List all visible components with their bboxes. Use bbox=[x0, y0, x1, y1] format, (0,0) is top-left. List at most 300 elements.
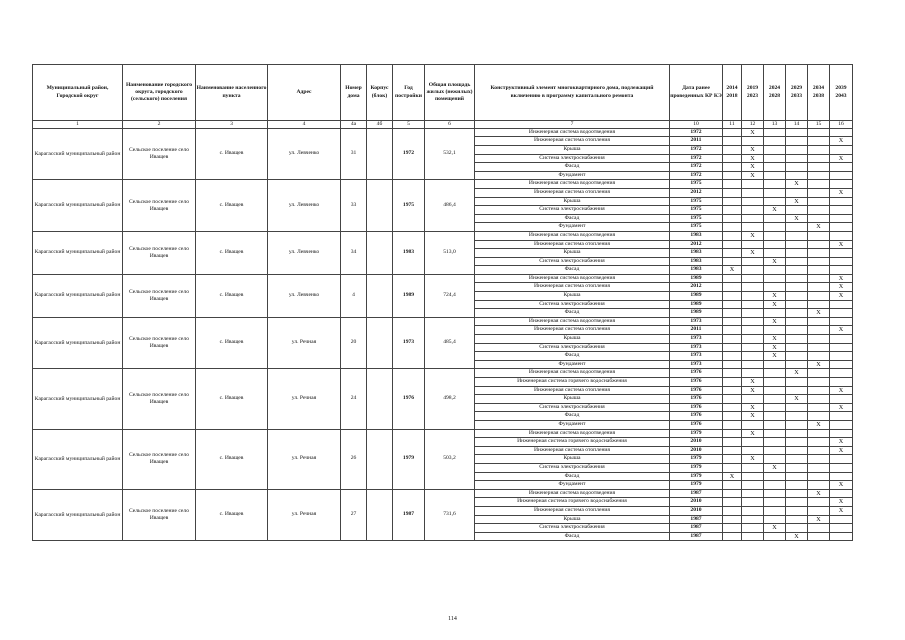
period-mark-cell: X bbox=[830, 274, 853, 283]
period-mark-cell bbox=[786, 412, 808, 421]
period-mark-cell: X bbox=[723, 472, 742, 481]
element-cell: Инженерная система водоотведения bbox=[475, 231, 670, 240]
period-mark-cell: X bbox=[808, 515, 830, 524]
locality-cell: с. Иващев bbox=[196, 429, 268, 489]
period-mark-cell bbox=[742, 188, 764, 197]
column-number: 11 bbox=[723, 121, 742, 129]
period-mark-cell bbox=[808, 524, 830, 533]
element-cell: Инженерная система отопления bbox=[475, 386, 670, 395]
period-mark-cell bbox=[723, 326, 742, 335]
area-cell: 503,2 bbox=[425, 429, 475, 489]
period-mark-cell bbox=[786, 317, 808, 326]
locality-cell: с. Иващев bbox=[196, 274, 268, 317]
period-mark-cell bbox=[742, 180, 764, 189]
prior-repair-year-cell: 1976 bbox=[670, 420, 723, 429]
period-mark-cell bbox=[764, 506, 786, 515]
element-cell: Крыша bbox=[475, 455, 670, 464]
period-mark-cell: X bbox=[808, 360, 830, 369]
prior-repair-year-cell: 1976 bbox=[670, 369, 723, 378]
prior-repair-year-cell: 1983 bbox=[670, 266, 723, 275]
prior-repair-year-cell: 1979 bbox=[670, 463, 723, 472]
period-mark-cell bbox=[786, 188, 808, 197]
street-cell: ул. Речная bbox=[268, 317, 341, 369]
period-mark-cell: X bbox=[742, 412, 764, 421]
period-mark-cell bbox=[808, 412, 830, 421]
period-mark-cell bbox=[723, 369, 742, 378]
period-mark-cell bbox=[808, 403, 830, 412]
municipality-cell: Карагасский муниципальный район bbox=[33, 274, 123, 317]
korpus-cell bbox=[367, 180, 393, 232]
period-mark-cell bbox=[723, 481, 742, 490]
prior-repair-year-cell: 2010 bbox=[670, 446, 723, 455]
period-mark-cell: X bbox=[742, 171, 764, 180]
period-mark-cell: X bbox=[808, 223, 830, 232]
period-mark-cell bbox=[786, 343, 808, 352]
element-cell: Инженерная система отопления bbox=[475, 446, 670, 455]
period-mark-cell: X bbox=[764, 292, 786, 301]
header-municipality: Муниципальный район, Городской округ bbox=[33, 65, 123, 121]
period-mark-cell bbox=[830, 128, 853, 137]
period-mark-cell bbox=[786, 274, 808, 283]
area-cell: 731,6 bbox=[425, 489, 475, 541]
period-mark-cell bbox=[764, 154, 786, 163]
period-mark-cell bbox=[723, 154, 742, 163]
period-mark-cell: X bbox=[830, 446, 853, 455]
korpus-cell bbox=[367, 489, 393, 541]
period-mark-cell: X bbox=[830, 240, 853, 249]
header-house-number: Номер дома bbox=[341, 65, 367, 121]
period-mark-cell bbox=[764, 378, 786, 387]
prior-repair-year-cell: 1975 bbox=[670, 223, 723, 232]
period-mark-cell bbox=[764, 532, 786, 541]
element-cell: Фасад bbox=[475, 532, 670, 541]
period-mark-cell bbox=[764, 274, 786, 283]
header-area: Общая площадь жилых (нежилых) помещений bbox=[425, 65, 475, 121]
period-mark-cell: X bbox=[742, 429, 764, 438]
period-mark-cell bbox=[830, 515, 853, 524]
period-mark-cell bbox=[742, 266, 764, 275]
settlement-cell: Сельское поселение село Иващев bbox=[123, 180, 196, 232]
period-mark-cell bbox=[830, 472, 853, 481]
prior-repair-year-cell: 2010 bbox=[670, 506, 723, 515]
period-mark-cell: X bbox=[786, 369, 808, 378]
period-mark-cell bbox=[786, 378, 808, 387]
build-year-cell: 1973 bbox=[393, 317, 425, 369]
period-mark-cell bbox=[786, 463, 808, 472]
period-mark-cell bbox=[808, 197, 830, 206]
period-mark-cell bbox=[764, 481, 786, 490]
period-mark-cell bbox=[742, 498, 764, 507]
locality-cell: с. Иващев bbox=[196, 489, 268, 541]
period-mark-cell bbox=[830, 309, 853, 318]
build-year-cell: 1979 bbox=[393, 429, 425, 489]
period-mark-cell: X bbox=[786, 197, 808, 206]
house-number-cell: 27 bbox=[341, 489, 367, 541]
settlement-cell: Сельское поселение село Иващев bbox=[123, 274, 196, 317]
prior-repair-year-cell: 1983 bbox=[670, 257, 723, 266]
period-mark-cell bbox=[723, 515, 742, 524]
element-cell: Инженерная система отопления bbox=[475, 326, 670, 335]
period-mark-cell bbox=[830, 412, 853, 421]
period-mark-cell: X bbox=[830, 188, 853, 197]
period-mark-cell bbox=[808, 214, 830, 223]
period-mark-cell bbox=[808, 163, 830, 172]
element-cell: Система электроснабжения bbox=[475, 403, 670, 412]
period-mark-cell: X bbox=[742, 128, 764, 137]
period-mark-cell: X bbox=[742, 386, 764, 395]
element-cell: Фасад bbox=[475, 309, 670, 318]
column-number: 4 bbox=[268, 121, 341, 129]
prior-repair-year-cell: 1976 bbox=[670, 403, 723, 412]
period-mark-cell bbox=[808, 335, 830, 344]
period-mark-cell bbox=[830, 266, 853, 275]
period-mark-cell bbox=[742, 472, 764, 481]
period-mark-cell bbox=[764, 412, 786, 421]
settlement-cell: Сельское поселение село Иващев bbox=[123, 369, 196, 429]
period-mark-cell: X bbox=[764, 257, 786, 266]
prior-repair-year-cell: 1976 bbox=[670, 395, 723, 404]
period-mark-cell bbox=[742, 326, 764, 335]
period-mark-cell bbox=[764, 438, 786, 447]
element-cell: Инженерная система горячего водоснабжения bbox=[475, 498, 670, 507]
area-cell: 486,4 bbox=[425, 180, 475, 232]
period-mark-cell bbox=[742, 481, 764, 490]
period-mark-cell bbox=[808, 463, 830, 472]
period-mark-cell bbox=[723, 489, 742, 498]
period-mark-cell: X bbox=[830, 481, 853, 490]
period-mark-cell bbox=[723, 128, 742, 137]
period-mark-cell bbox=[830, 317, 853, 326]
period-mark-cell bbox=[830, 214, 853, 223]
header-period-2024: 2024 2028 bbox=[764, 65, 786, 121]
period-mark-cell bbox=[723, 420, 742, 429]
period-mark-cell bbox=[786, 292, 808, 301]
prior-repair-year-cell: 1975 bbox=[670, 214, 723, 223]
period-mark-cell bbox=[808, 429, 830, 438]
period-mark-cell bbox=[764, 188, 786, 197]
period-mark-cell bbox=[723, 429, 742, 438]
column-number: 12 bbox=[742, 121, 764, 129]
area-cell: 724,4 bbox=[425, 274, 475, 317]
repair-program-table bbox=[32, 64, 853, 541]
period-mark-cell bbox=[808, 283, 830, 292]
period-mark-cell: X bbox=[830, 326, 853, 335]
period-mark-cell bbox=[723, 197, 742, 206]
period-mark-cell bbox=[808, 455, 830, 464]
element-cell: Фасад bbox=[475, 352, 670, 361]
prior-repair-year-cell: 1973 bbox=[670, 343, 723, 352]
period-mark-cell: X bbox=[830, 498, 853, 507]
element-cell: Фасад bbox=[475, 163, 670, 172]
period-mark-cell bbox=[808, 300, 830, 309]
period-mark-cell bbox=[786, 171, 808, 180]
period-mark-cell bbox=[786, 249, 808, 258]
prior-repair-year-cell: 1973 bbox=[670, 360, 723, 369]
period-mark-cell: X bbox=[764, 300, 786, 309]
element-cell: Инженерная система горячего водоснабжения bbox=[475, 378, 670, 387]
municipality-cell: Карагасский муниципальный район bbox=[33, 317, 123, 369]
period-mark-cell bbox=[808, 266, 830, 275]
locality-cell: с. Иващев bbox=[196, 231, 268, 274]
period-mark-cell bbox=[764, 472, 786, 481]
period-mark-cell bbox=[723, 206, 742, 215]
period-mark-cell bbox=[742, 197, 764, 206]
period-mark-cell: X bbox=[742, 455, 764, 464]
period-mark-cell bbox=[764, 403, 786, 412]
period-mark-cell bbox=[723, 498, 742, 507]
korpus-cell bbox=[367, 128, 393, 180]
locality-cell: с. Иващев bbox=[196, 128, 268, 180]
period-mark-cell bbox=[786, 326, 808, 335]
period-mark-cell bbox=[742, 137, 764, 146]
build-year-cell: 1975 bbox=[393, 180, 425, 232]
period-mark-cell: X bbox=[764, 343, 786, 352]
prior-repair-year-cell: 1972 bbox=[670, 145, 723, 154]
header-period-2034: 2034 2038 bbox=[808, 65, 830, 121]
header-period-2029: 2029 2033 bbox=[786, 65, 808, 121]
period-mark-cell bbox=[786, 489, 808, 498]
period-mark-cell bbox=[742, 395, 764, 404]
prior-repair-year-cell: 1972 bbox=[670, 128, 723, 137]
period-mark-cell: X bbox=[786, 214, 808, 223]
header-row bbox=[33, 65, 853, 121]
column-number-row bbox=[33, 121, 853, 129]
period-mark-cell bbox=[723, 532, 742, 541]
house-number-cell: 4 bbox=[341, 274, 367, 317]
prior-repair-year-cell: 1975 bbox=[670, 206, 723, 215]
korpus-cell bbox=[367, 429, 393, 489]
settlement-cell: Сельское поселение село Иващев bbox=[123, 128, 196, 180]
period-mark-cell bbox=[808, 128, 830, 137]
period-mark-cell bbox=[808, 472, 830, 481]
period-mark-cell bbox=[786, 240, 808, 249]
period-mark-cell bbox=[742, 335, 764, 344]
period-mark-cell bbox=[786, 223, 808, 232]
area-cell: 498,2 bbox=[425, 369, 475, 429]
period-mark-cell bbox=[808, 274, 830, 283]
period-mark-cell bbox=[764, 360, 786, 369]
period-mark-cell bbox=[764, 171, 786, 180]
period-mark-cell bbox=[723, 180, 742, 189]
period-mark-cell bbox=[723, 455, 742, 464]
column-number: 3 bbox=[196, 121, 268, 129]
prior-repair-year-cell: 1989 bbox=[670, 292, 723, 301]
period-mark-cell bbox=[808, 326, 830, 335]
header-locality: Наименование населенного пункта bbox=[196, 65, 268, 121]
element-cell: Фундамент bbox=[475, 481, 670, 490]
period-mark-cell: X bbox=[808, 420, 830, 429]
period-mark-cell: X bbox=[764, 524, 786, 533]
prior-repair-year-cell: 1989 bbox=[670, 274, 723, 283]
header-prior-repair-date: Дата ранее проведенных КР КЭ bbox=[670, 65, 723, 121]
column-number: 10 bbox=[670, 121, 723, 129]
prior-repair-year-cell: 1983 bbox=[670, 231, 723, 240]
period-mark-cell bbox=[764, 309, 786, 318]
element-cell: Инженерная система водоотведения bbox=[475, 128, 670, 137]
korpus-cell bbox=[367, 317, 393, 369]
element-cell: Фасад bbox=[475, 266, 670, 275]
period-mark-cell bbox=[808, 154, 830, 163]
period-mark-cell bbox=[786, 257, 808, 266]
period-mark-cell bbox=[723, 335, 742, 344]
period-mark-cell bbox=[808, 343, 830, 352]
period-mark-cell: X bbox=[786, 532, 808, 541]
prior-repair-year-cell: 1989 bbox=[670, 300, 723, 309]
table-row bbox=[33, 274, 853, 283]
period-mark-cell bbox=[808, 369, 830, 378]
period-mark-cell bbox=[830, 145, 853, 154]
period-mark-cell: X bbox=[764, 335, 786, 344]
header-korpus: Корпус (блок) bbox=[367, 65, 393, 121]
period-mark-cell bbox=[764, 231, 786, 240]
column-number: 7 bbox=[475, 121, 670, 129]
element-cell: Инженерная система отопления bbox=[475, 188, 670, 197]
locality-cell: с. Иващев bbox=[196, 369, 268, 429]
build-year-cell: 1983 bbox=[393, 231, 425, 274]
house-number-cell: 20 bbox=[341, 317, 367, 369]
municipality-cell: Карагасский муниципальный район bbox=[33, 429, 123, 489]
repair-program-table-wrapper bbox=[32, 64, 853, 541]
period-mark-cell bbox=[830, 395, 853, 404]
column-number: 1 bbox=[33, 121, 123, 129]
period-mark-cell bbox=[764, 249, 786, 258]
period-mark-cell bbox=[723, 249, 742, 258]
period-mark-cell bbox=[830, 180, 853, 189]
period-mark-cell bbox=[830, 300, 853, 309]
settlement-cell: Сельское поселение село Иващев bbox=[123, 429, 196, 489]
period-mark-cell bbox=[723, 309, 742, 318]
prior-repair-year-cell: 2012 bbox=[670, 240, 723, 249]
street-cell: ул. Левченко bbox=[268, 128, 341, 180]
period-mark-cell bbox=[808, 137, 830, 146]
settlement-cell: Сельское поселение село Иващев bbox=[123, 317, 196, 369]
period-mark-cell bbox=[723, 257, 742, 266]
period-mark-cell bbox=[830, 489, 853, 498]
period-mark-cell bbox=[723, 386, 742, 395]
prior-repair-year-cell: 1972 bbox=[670, 171, 723, 180]
period-mark-cell: X bbox=[764, 463, 786, 472]
period-mark-cell bbox=[830, 352, 853, 361]
period-mark-cell bbox=[723, 463, 742, 472]
period-mark-cell bbox=[786, 145, 808, 154]
header-element: Конструктивный элемент многоквартирного дома, подлежащий включению в программу капитального ремонта bbox=[475, 65, 670, 121]
period-mark-cell bbox=[830, 223, 853, 232]
element-cell: Крыша bbox=[475, 515, 670, 524]
prior-repair-year-cell: 1979 bbox=[670, 472, 723, 481]
period-mark-cell bbox=[830, 171, 853, 180]
build-year-cell: 1976 bbox=[393, 369, 425, 429]
period-mark-cell bbox=[723, 438, 742, 447]
column-number: 16 bbox=[830, 121, 853, 129]
period-mark-cell bbox=[808, 352, 830, 361]
period-mark-cell bbox=[786, 472, 808, 481]
column-number: 5 bbox=[393, 121, 425, 129]
period-mark-cell: X bbox=[830, 506, 853, 515]
municipality-cell: Карагасский муниципальный район bbox=[33, 369, 123, 429]
element-cell: Инженерная система водоотведения bbox=[475, 429, 670, 438]
locality-cell: с. Иващев bbox=[196, 317, 268, 369]
prior-repair-year-cell: 1973 bbox=[670, 352, 723, 361]
period-mark-cell: X bbox=[764, 206, 786, 215]
period-mark-cell bbox=[830, 360, 853, 369]
build-year-cell: 1987 bbox=[393, 489, 425, 541]
element-cell: Система электроснабжения bbox=[475, 463, 670, 472]
element-cell: Крыша bbox=[475, 395, 670, 404]
prior-repair-year-cell: 1973 bbox=[670, 317, 723, 326]
period-mark-cell bbox=[808, 395, 830, 404]
period-mark-cell bbox=[830, 463, 853, 472]
element-cell: Система электроснабжения bbox=[475, 206, 670, 215]
period-mark-cell bbox=[808, 171, 830, 180]
period-mark-cell bbox=[764, 326, 786, 335]
period-mark-cell bbox=[723, 352, 742, 361]
prior-repair-year-cell: 1987 bbox=[670, 532, 723, 541]
period-mark-cell bbox=[808, 231, 830, 240]
element-cell: Фундамент bbox=[475, 171, 670, 180]
area-cell: 532,1 bbox=[425, 128, 475, 180]
period-mark-cell bbox=[786, 446, 808, 455]
korpus-cell bbox=[367, 369, 393, 429]
element-cell: Крыша bbox=[475, 335, 670, 344]
korpus-cell bbox=[367, 231, 393, 274]
period-mark-cell bbox=[830, 343, 853, 352]
period-mark-cell bbox=[723, 214, 742, 223]
element-cell: Крыша bbox=[475, 197, 670, 206]
element-cell: Инженерная система водоотведения bbox=[475, 489, 670, 498]
period-mark-cell bbox=[786, 498, 808, 507]
period-mark-cell bbox=[742, 532, 764, 541]
period-mark-cell bbox=[723, 524, 742, 533]
element-cell: Система электроснабжения bbox=[475, 257, 670, 266]
period-mark-cell bbox=[764, 429, 786, 438]
period-mark-cell bbox=[723, 412, 742, 421]
period-mark-cell bbox=[786, 283, 808, 292]
period-mark-cell: X bbox=[808, 309, 830, 318]
period-mark-cell bbox=[723, 274, 742, 283]
table-row bbox=[33, 429, 853, 438]
period-mark-cell bbox=[723, 378, 742, 387]
prior-repair-year-cell: 1976 bbox=[670, 412, 723, 421]
period-mark-cell bbox=[830, 429, 853, 438]
street-cell: ул. Речная bbox=[268, 489, 341, 541]
period-mark-cell bbox=[808, 145, 830, 154]
build-year-cell: 1972 bbox=[393, 128, 425, 180]
period-mark-cell bbox=[808, 532, 830, 541]
period-mark-cell bbox=[723, 145, 742, 154]
period-mark-cell bbox=[742, 240, 764, 249]
period-mark-cell bbox=[723, 317, 742, 326]
prior-repair-year-cell: 1975 bbox=[670, 180, 723, 189]
period-mark-cell bbox=[764, 163, 786, 172]
period-mark-cell bbox=[786, 506, 808, 515]
period-mark-cell bbox=[808, 292, 830, 301]
period-mark-cell bbox=[764, 128, 786, 137]
column-number: 13 bbox=[764, 121, 786, 129]
period-mark-cell bbox=[830, 197, 853, 206]
page-number: 114 bbox=[448, 616, 457, 622]
period-mark-cell: X bbox=[764, 317, 786, 326]
period-mark-cell bbox=[742, 206, 764, 215]
header-period-2019: 2019 2023 bbox=[742, 65, 764, 121]
period-mark-cell bbox=[786, 154, 808, 163]
prior-repair-year-cell: 1973 bbox=[670, 335, 723, 344]
period-mark-cell bbox=[786, 420, 808, 429]
period-mark-cell: X bbox=[830, 154, 853, 163]
period-mark-cell bbox=[723, 403, 742, 412]
period-mark-cell bbox=[742, 352, 764, 361]
period-mark-cell bbox=[786, 524, 808, 533]
house-number-cell: 34 bbox=[341, 231, 367, 274]
